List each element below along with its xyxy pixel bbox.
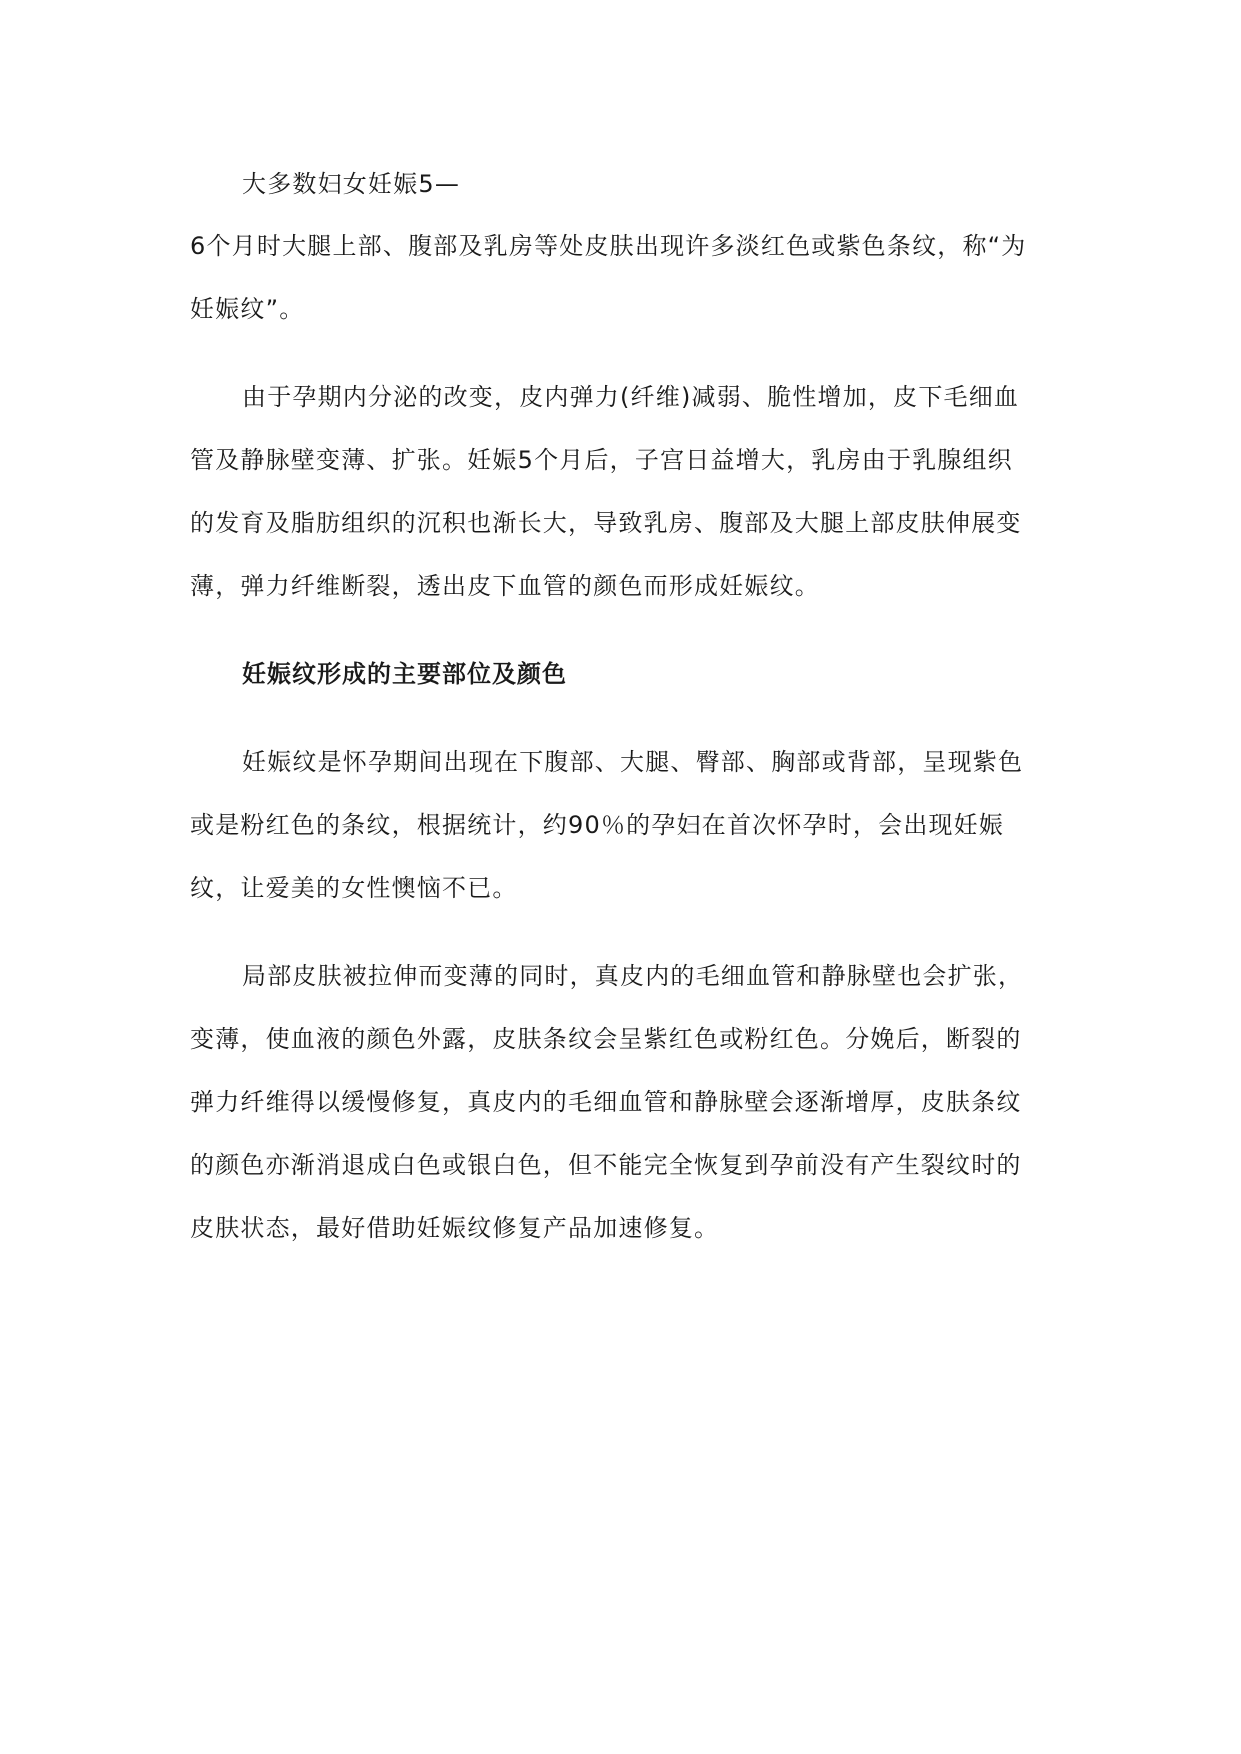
paragraph-1-line-2: 6个月时大腿上部、腹部及乳房等处皮肤出现许多淡红色或紫色条纹，称“为 bbox=[190, 232, 1027, 260]
paragraph-2-line-3: 的发育及脂肪组织的沉积也渐长大，导致乳房、腹部及大腿上部皮肤伸展变 bbox=[190, 509, 1022, 537]
paragraph-3-line-2: 或是粉红色的条纹，根据统计，约90％的孕妇在首次怀孕时，会出现妊娠 bbox=[190, 811, 1005, 839]
paragraph-3-line-1: 妊娠纹是怀孕期间出现在下腹部、大腿、臀部、胸部或背部，呈现紫色 bbox=[242, 748, 1024, 776]
paragraph-1-line-3: 妊娠纹”。 bbox=[190, 295, 305, 323]
paragraph-4-line-5: 皮肤状态，最好借助妊娠纹修复产品加速修复。 bbox=[190, 1214, 720, 1242]
paragraph-4-line-4: 的颜色亦渐消退成白色或银白色，但不能完全恢复到孕前没有产生裂纹时的 bbox=[190, 1151, 1022, 1179]
section-heading: 妊娠纹形成的主要部位及颜色 bbox=[242, 660, 567, 688]
paragraph-4-line-2: 变薄，使血液的颜色外露，皮肤条纹会呈紫红色或粉红色。分娩后，断裂的 bbox=[190, 1025, 1022, 1053]
paragraph-4-line-1: 局部皮肤被拉伸而变薄的同时，真皮内的毛细血管和静脉壁也会扩张， bbox=[242, 962, 1024, 990]
paragraph-2-line-1: 由于孕期内分泌的改变，皮内弹力(纤维)减弱、脆性增加，皮下毛细血 bbox=[242, 383, 1020, 411]
paragraph-4-line-3: 弹力纤维得以缓慢修复，真皮内的毛细血管和静脉壁会逐渐增厚，皮肤条纹 bbox=[190, 1088, 1022, 1116]
paragraph-1-line-1: 大多数妇女妊娠5— bbox=[242, 170, 461, 198]
paragraph-2-line-2: 管及静脉壁变薄、扩张。妊娠5个月后，子宫日益增大，乳房由于乳腺组织 bbox=[190, 446, 1013, 474]
paragraph-2-line-4: 薄，弹力纤维断裂，透出皮下血管的颜色而形成妊娠纹。 bbox=[190, 572, 820, 600]
paragraph-3-line-3: 纹，让爱美的女性懊恼不已。 bbox=[190, 874, 518, 902]
